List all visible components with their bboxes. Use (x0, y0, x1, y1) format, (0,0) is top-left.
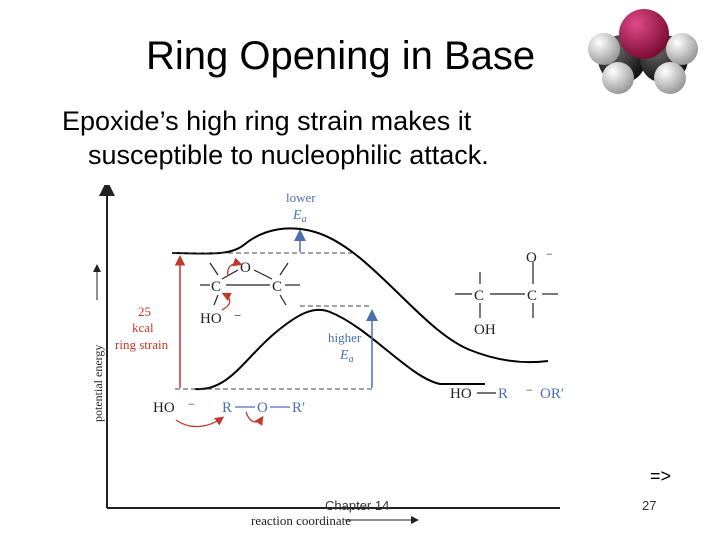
ether-nucleophile: HO (153, 400, 175, 416)
ether-r2: R′ (292, 400, 306, 416)
y-axis-label: potential energy (91, 344, 105, 422)
ether-attack-arrow (176, 418, 222, 427)
alkoxide-oxygen: O (526, 250, 537, 266)
product-charge: − (526, 383, 533, 397)
slide-title: Ring Opening in Base (146, 34, 536, 78)
next-slide-arrow[interactable]: => (650, 466, 672, 486)
epoxide-model-image (584, 4, 704, 94)
strain-value: 25 (138, 304, 151, 319)
lower-ea-label (292, 208, 307, 225)
oxygen-atom (619, 9, 669, 59)
hydroxide-nucleophile: HO (200, 311, 222, 327)
ether-nucleophile-charge: − (188, 397, 195, 411)
alkoxide-charge: − (546, 247, 553, 261)
ether-structure (153, 397, 305, 427)
product-alkoxide: OR′ (540, 386, 565, 402)
strain-text: ring strain (115, 337, 169, 352)
higher-ea-label (339, 348, 354, 365)
alkoxide-carbon-1: C (474, 288, 485, 304)
lower-label: lower (286, 190, 316, 205)
alkoxide-hydroxyl: OH (474, 322, 496, 338)
ether-oxygen: O (257, 400, 268, 416)
footer-page-number: 27 (642, 498, 657, 513)
hydrogen-atom (666, 33, 698, 65)
hydrogen-atom (588, 33, 620, 65)
body-line-2: susceptible to nucleophilic attack. (88, 140, 489, 170)
epoxide-carbon-1: C (211, 279, 222, 295)
higher-label: higher (328, 330, 362, 345)
ether-r1: R (222, 400, 233, 416)
alkoxide-structure (455, 247, 558, 338)
strain-unit: kcal (132, 320, 154, 335)
attack-arrow (222, 294, 230, 310)
product-structure (450, 383, 564, 402)
lower-ea-symbol: E (293, 208, 302, 223)
higher-ea-symbol: E (340, 348, 349, 363)
slide-body-text (62, 104, 582, 172)
footer-chapter: Chapter 14 (325, 498, 390, 513)
alkoxide-carbon-2: C (527, 288, 538, 304)
epoxide-carbon-2: C (272, 279, 283, 295)
product-hydroxyl: HO (450, 386, 472, 402)
hydroxide-charge: − (234, 308, 242, 323)
energy-diagram (0, 185, 600, 525)
hydrogen-atom (602, 62, 634, 94)
body-line-1: Epoxide’s high ring strain makes it (62, 106, 472, 136)
epoxide-oxygen: O (240, 260, 251, 276)
higher-ea-subscript: a (348, 354, 354, 365)
hydrogen-atom (654, 62, 686, 94)
product-r: R (498, 386, 509, 402)
epoxide-structure (200, 260, 300, 327)
x-axis-label: reaction coordinate (251, 513, 351, 525)
lower-ea-subscript: a (301, 214, 307, 225)
